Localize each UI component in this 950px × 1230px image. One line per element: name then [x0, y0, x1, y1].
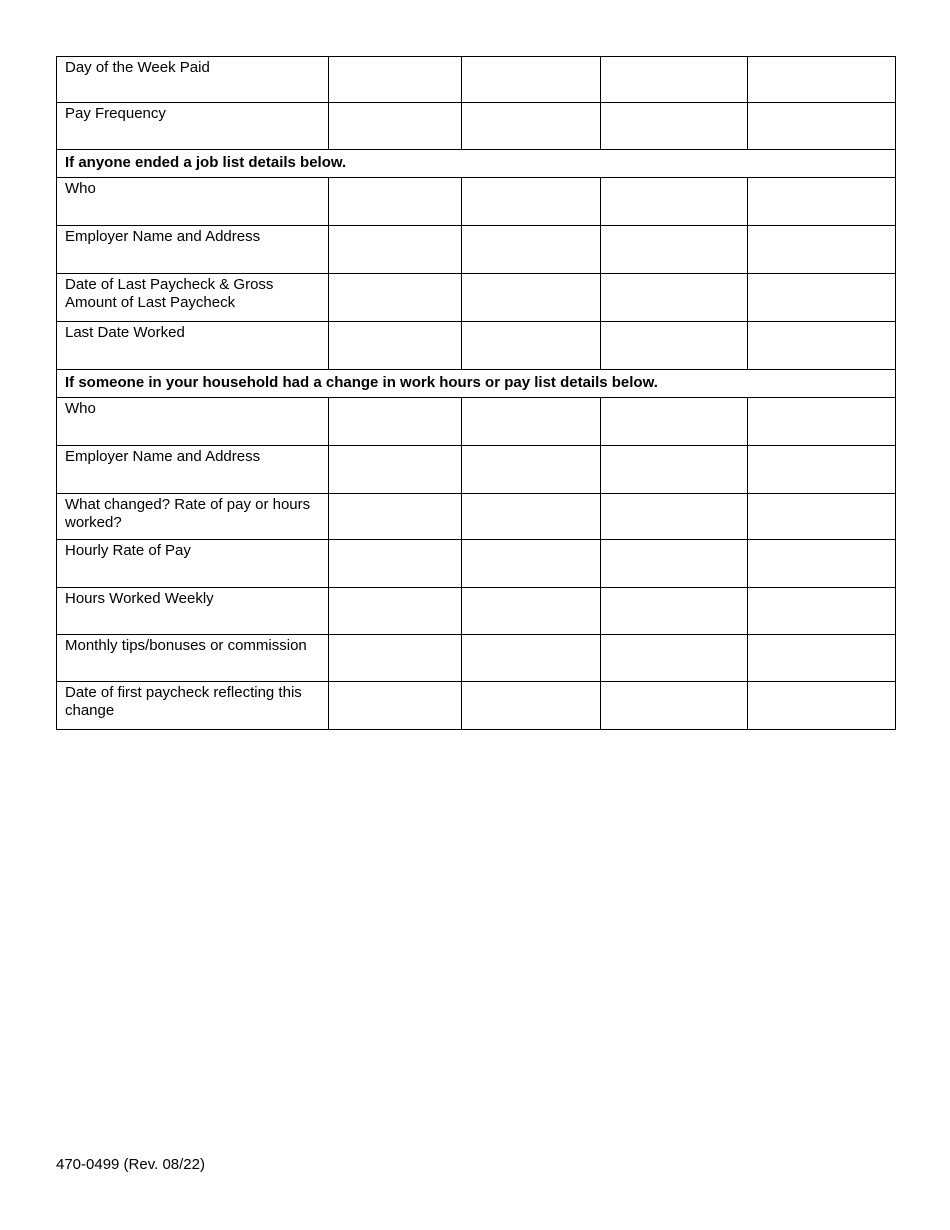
entry-cell[interactable]: [748, 540, 896, 588]
entry-cell[interactable]: [329, 446, 462, 494]
entry-cell[interactable]: [329, 103, 462, 150]
entry-cell[interactable]: [462, 103, 601, 150]
entry-cell[interactable]: [462, 322, 601, 370]
row-label: Last Date Worked: [57, 322, 329, 370]
entry-cell[interactable]: [601, 103, 748, 150]
row-label: Employer Name and Address: [57, 446, 329, 494]
row-pay-frequency: [57, 103, 896, 150]
entry-cell[interactable]: [748, 226, 896, 274]
entry-cell[interactable]: [601, 274, 748, 322]
row-label: Day of the Week Paid: [57, 57, 329, 103]
entry-cell[interactable]: [748, 178, 896, 226]
entry-cell[interactable]: [748, 682, 896, 730]
entry-cell[interactable]: [748, 57, 896, 103]
entry-cell[interactable]: [329, 682, 462, 730]
row-label: Hourly Rate of Pay: [57, 540, 329, 588]
entry-cell[interactable]: [601, 226, 748, 274]
row-label: Employer Name and Address: [57, 226, 329, 274]
entry-cell[interactable]: [748, 588, 896, 635]
row-ended-employer: [57, 226, 896, 274]
entry-cell[interactable]: [329, 398, 462, 446]
income-change-form-table: [56, 56, 896, 730]
row-change-who: [57, 398, 896, 446]
entry-cell[interactable]: [329, 540, 462, 588]
entry-cell[interactable]: [601, 588, 748, 635]
entry-cell[interactable]: [748, 103, 896, 150]
row-ended-last-date: [57, 322, 896, 370]
row-change-first-paycheck: [57, 682, 896, 730]
row-change-tips: [57, 635, 896, 682]
row-label: Monthly tips/bonuses or commission: [57, 635, 329, 682]
row-day-of-week-paid: [57, 57, 896, 103]
entry-cell[interactable]: [329, 274, 462, 322]
entry-cell[interactable]: [462, 274, 601, 322]
entry-cell[interactable]: [601, 398, 748, 446]
entry-cell[interactable]: [748, 494, 896, 540]
entry-cell[interactable]: [748, 446, 896, 494]
section-header-ended-job: [57, 150, 896, 178]
entry-cell[interactable]: [462, 540, 601, 588]
entry-cell[interactable]: [462, 178, 601, 226]
entry-cell[interactable]: [462, 57, 601, 103]
row-ended-who: [57, 178, 896, 226]
row-change-employer: [57, 446, 896, 494]
section-heading: If anyone ended a job list details below.: [57, 150, 896, 178]
row-label: Who: [57, 178, 329, 226]
entry-cell[interactable]: [329, 494, 462, 540]
row-change-what: [57, 494, 896, 540]
entry-cell[interactable]: [601, 540, 748, 588]
entry-cell[interactable]: [748, 274, 896, 322]
row-label: Date of first paycheck reflecting this change: [57, 682, 329, 730]
entry-cell[interactable]: [462, 446, 601, 494]
entry-cell[interactable]: [329, 635, 462, 682]
entry-cell[interactable]: [748, 322, 896, 370]
entry-cell[interactable]: [329, 57, 462, 103]
entry-cell[interactable]: [329, 226, 462, 274]
form-number: 470-0499 (Rev. 08/22): [56, 1156, 205, 1173]
entry-cell[interactable]: [601, 322, 748, 370]
section-heading: If someone in your household had a change in work hours or pay list details below.: [57, 370, 896, 398]
section-header-change: [57, 370, 896, 398]
entry-cell[interactable]: [462, 398, 601, 446]
row-label: What changed? Rate of pay or hours worked?: [57, 494, 329, 540]
row-label: Hours Worked Weekly: [57, 588, 329, 635]
entry-cell[interactable]: [601, 446, 748, 494]
entry-cell[interactable]: [462, 494, 601, 540]
entry-cell[interactable]: [462, 588, 601, 635]
entry-cell[interactable]: [601, 635, 748, 682]
entry-cell[interactable]: [462, 635, 601, 682]
row-label: Pay Frequency: [57, 103, 329, 150]
entry-cell[interactable]: [462, 226, 601, 274]
row-label: Who: [57, 398, 329, 446]
entry-cell[interactable]: [601, 494, 748, 540]
row-change-hourly-rate: [57, 540, 896, 588]
entry-cell[interactable]: [329, 322, 462, 370]
entry-cell[interactable]: [601, 178, 748, 226]
entry-cell[interactable]: [748, 398, 896, 446]
entry-cell[interactable]: [601, 57, 748, 103]
entry-cell[interactable]: [329, 588, 462, 635]
entry-cell[interactable]: [601, 682, 748, 730]
entry-cell[interactable]: [748, 635, 896, 682]
row-change-hours-weekly: [57, 588, 896, 635]
row-label: Date of Last Paycheck & Gross Amount of Last Paycheck: [57, 274, 329, 322]
entry-cell[interactable]: [462, 682, 601, 730]
entry-cell[interactable]: [329, 178, 462, 226]
row-ended-last-paycheck: [57, 274, 896, 322]
